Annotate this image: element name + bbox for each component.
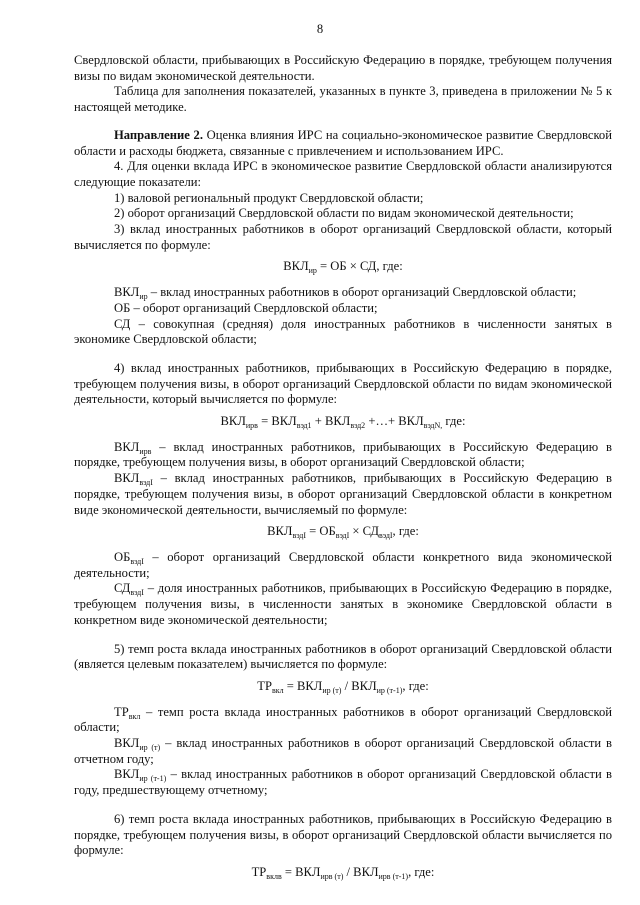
list-item-5: 5) темп роста вклада иностранных работников в оборот организаций Свердловской области (является целевым показателем) вычисляется по формуле: — [74, 641, 612, 672]
definition-vkl-ir-t: $ВКЛ_{ир (т)}$ – вклад иностранных работников в оборот организаций Свердловской области в отчетном году; — [74, 736, 613, 766]
formula-tr-vklv: $ТР_{вклв} = ВКЛ_{ирв (т)} / ВКЛ_{ирв (т-1)}$, где: — [251, 864, 435, 881]
definition-vkl-ir-t-1: $ВКЛ_{ир (т-1)}$ – вклад иностранных работников в оборот организаций Свердловской области в году, предшествующему отчетному; — [74, 767, 612, 798]
formula-vkl-ir: $ВКЛ_{ир}$ = ОБ × СД, где: — [283, 259, 403, 276]
list-item-2: 2) оборот организаций Свердловской области по видам экономической деятельности; — [114, 206, 574, 221]
definition-vkl-irv: $ВКЛ_{ирв}$ – вклад иностранных работников, прибывающих в Российскую Федерацию в порядке, требующем получения визы, в оборот организаций Свердловской области; — [74, 439, 612, 470]
list-item-3: 3) вклад иностранных работников в оборот организаций Свердловской области, который вычисляется по формуле: — [74, 222, 612, 252]
list-item-1: 1) валовой региональный продукт Свердловской области; — [114, 190, 424, 205]
list-item-6: 6) темп роста вклада иностранных работников, прибывающих в Российскую Федерацию в порядке, требующем получения визы, в оборот организаций Свердловской области вычисляется по формуле: — [74, 811, 612, 858]
paragraph-direction-2 — [74, 128, 612, 159]
paragraph-table-reference: Таблица для заполнения показателей, указанных в пункте 3, приведена в приложении № 5 к настоящей методике. — [74, 84, 612, 115]
formula-tr-vkl: $ТР_{вкл} = ВКЛ_{ир (т)} / ВКЛ_{ир (т-1)}$, где: — [257, 678, 429, 695]
definition-ob-ved: $ОБ_{вэдI}$ – оборот организаций Свердловской области конкретного вида экономической деятельности; — [74, 549, 612, 580]
definition-ob: ОБ – оборот организаций Свердловской области; — [114, 300, 378, 315]
direction-label: Направление 2. — [114, 127, 203, 142]
direction-text: Оценка влияния ИРС на социально-экономическое развитие Свердловской области и расходы бюджета, связанные с привлечением и использованием ИРС. — [74, 127, 612, 158]
definition-sd-ved: $СД_{вэдI}$ – доля иностранных работников, прибывающих в Российскую Федерацию в порядке, требующем получения визы, в численности занятых в экономике Свердловской области в конкретном виде экономической деятельности; — [74, 581, 612, 627]
definition-vkl-ved: $ВКЛ_{вэдI}$ – вклад иностранных работников, прибывающих в Российскую Федерацию в порядке, требующем получения визы, в оборот организаций Свердловской области в конкретном виде экономической деятельности, вычисляемый по формуле: — [74, 471, 612, 517]
paragraph-continuation: Свердловской области, прибывающих в Российскую Федерацию в порядке, требующем получения визы по видам экономической деятельности. — [74, 53, 612, 83]
definition-tr-vkl: $ТР_{вкл}$ – темп роста вклада иностранных работников в оборот организаций Свердловской области; — [74, 704, 612, 735]
definition-sd: СД – совокупная (средняя) доля иностранных работников в численности занятых в экономике Свердловской области; — [74, 316, 612, 347]
definition-vkl-ir: $ВКЛ_{ир}$ – вклад иностранных работников в оборот организаций Свердловской области; — [114, 285, 577, 302]
list-item-4: 4) вклад иностранных работников, прибывающих в Российскую Федерацию в порядке, требующем получения визы, в оборот организаций Свердловской области по видам экономической деятельности, который вычисляется по формуле: — [74, 360, 612, 407]
formula-vkl-ved: $ВКЛ_{вэдI} = ОБ_{вэдI} \times СД_{вэдI}$, где: — [267, 524, 419, 541]
paragraph-item-4: 4. Для оценки вклада ИРС в экономическое развитие Свердловской области анализируются следующие показатели: — [74, 159, 612, 189]
formula-vkl-irv: $ВКЛ_{ирв} = ВКЛ_{вэд1} + ВКЛ_{вэд2}$ +…+ $ВКЛ_{вэдN,}$ где: — [220, 414, 466, 431]
page-content — [74, 53, 612, 881]
page-number: 8 — [316, 22, 324, 36]
